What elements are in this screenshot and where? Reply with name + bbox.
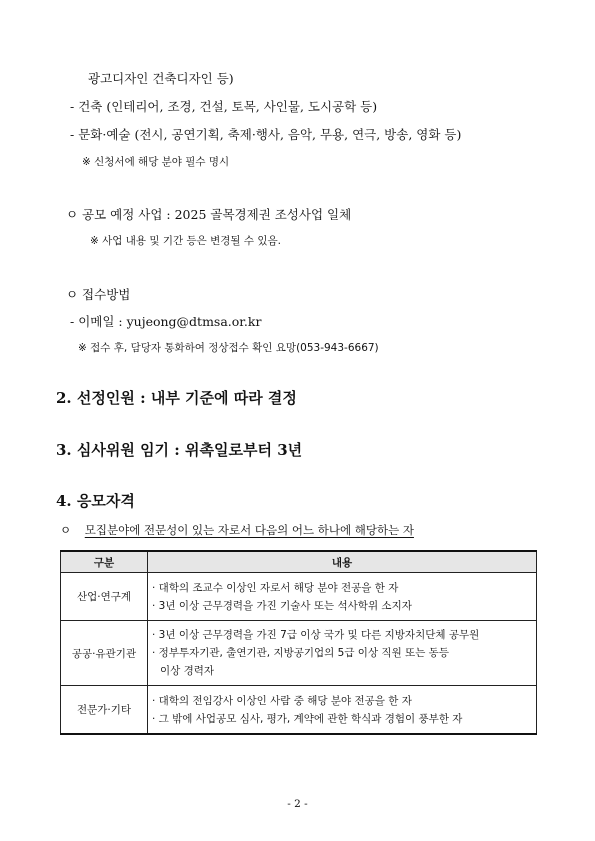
- section-4-heading: 4. 응모자격: [56, 492, 135, 510]
- field-culture-arts-line: - 문화·예술 (전시, 공연기획, 축제·행사, 음악, 무용, 연극, 방송, 영화 등): [70, 127, 462, 142]
- bullet: ㅇ: [60, 523, 72, 537]
- row-item: 이상 경력자: [160, 665, 215, 677]
- row-item: · 그 밖에 사업공모 심사, 평가, 계약에 관한 학식과 경험이 풍부한 자: [152, 712, 463, 725]
- header-content: 내용: [148, 551, 537, 573]
- qualification-table: [60, 550, 537, 735]
- row-content: [148, 686, 537, 735]
- section-3-heading: 3. 심사위원 임기 : 위촉일로부터 3년: [56, 441, 303, 459]
- email-label: - 이메일 :: [70, 314, 127, 329]
- field-architecture-line: - 건축 (인테리어, 조경, 건설, 토목, 사인물, 도시공학 등): [70, 99, 378, 114]
- row-category: 산업·연구계: [61, 573, 148, 621]
- header-category: 구분: [61, 551, 148, 573]
- page-number: - 2 -: [287, 798, 308, 810]
- qualification-intro: [60, 522, 414, 538]
- qualification-intro-text: 모집분야에 전문성이 있는 자로서 다음의 어느 하나에 해당하는 자: [84, 523, 414, 537]
- row-item: · 3년 이상 근무경력을 가진 7급 이상 국가 및 다른 지방자치단체 공무원: [152, 629, 480, 641]
- row-item: · 3년 이상 근무경력을 가진 기술사 또는 석사학위 소지자: [152, 599, 412, 612]
- row-category: 전문가·기타: [61, 686, 148, 735]
- row-content: [148, 621, 537, 686]
- submission-method-heading: ㅇ 접수방법: [66, 287, 131, 302]
- planned-project-line: ㅇ 공모 예정 사업 : 2025 골목경제권 조성사업 일체: [66, 207, 352, 222]
- row-category: 공공·유관기관: [61, 621, 148, 686]
- table-row: [61, 621, 537, 686]
- planned-project-note: ※ 사업 내용 및 기간 등은 변경될 수 있음.: [90, 235, 281, 247]
- row-content: [148, 573, 537, 621]
- row-item: · 정부투자기관, 출연기관, 지방공기업의 5급 이상 직원 또는 동등: [152, 647, 449, 659]
- row-item: · 대학의 조교수 이상인 자로서 해당 분야 전공을 한 자: [152, 581, 399, 594]
- field-note: ※ 신청서에 해당 분야 필수 명시: [82, 156, 230, 168]
- section-2-heading: 2. 선정인원 : 내부 기준에 따라 결정: [56, 389, 297, 407]
- email-address[interactable]: yujeong@dtmsa.or.kr: [126, 314, 262, 329]
- submission-email-line: [70, 312, 261, 330]
- table-row: [61, 686, 537, 735]
- submission-note: ※ 접수 후, 담당자 통화하여 정상접수 확인 요망(053-943-6667): [78, 342, 379, 354]
- field-continuation-line: 광고디자인 건축디자인 등): [88, 71, 234, 86]
- table-row: [61, 573, 537, 621]
- row-item: · 대학의 전임강사 이상인 사람 중 해당 분야 전공을 한 자: [152, 694, 412, 707]
- table-header-row: [61, 551, 537, 573]
